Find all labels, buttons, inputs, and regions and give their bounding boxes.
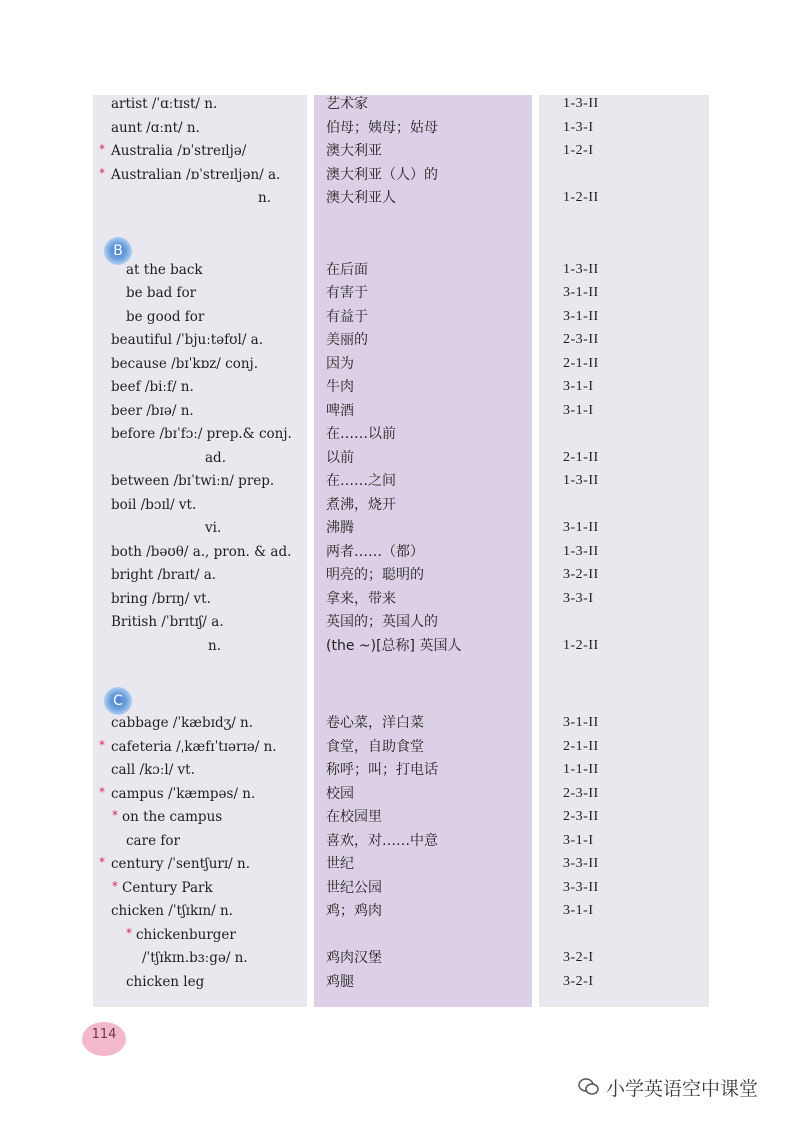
star-marker: *: [99, 855, 105, 869]
entry-meaning: 啤酒: [326, 402, 354, 419]
star-marker: *: [112, 878, 118, 893]
entry-reference: 3-3-II: [563, 856, 599, 871]
entry-word: beer /bɪə/ n.: [111, 402, 194, 419]
entry-reference: 1-2-II: [563, 190, 599, 205]
entry-meaning: 牛肉: [326, 379, 354, 396]
entry-meaning: 以前: [326, 449, 354, 466]
entry-word: on the campus: [122, 809, 223, 825]
entry-meaning: 澳大利亚（人）的: [326, 166, 438, 183]
entry-meaning: 鸡肉汉堡: [326, 950, 382, 966]
entry-word: ad.: [205, 449, 226, 466]
entry-meaning: 鸡腿: [326, 973, 354, 990]
star-marker: *: [99, 142, 105, 156]
entry-meaning: 喜欢，对……中意: [326, 832, 438, 849]
entry-word: before /bɪˈfɔː/ prep.& conj.: [111, 426, 292, 443]
entry-word: cafeteria /ˌkæfɪˈtɪərɪə/ n.: [111, 738, 277, 755]
entry-meaning: 伯母；姨母；姑母: [326, 119, 438, 136]
entry-meaning: 明亮的；聪明的: [326, 567, 424, 584]
entry-meaning: 因为: [326, 355, 354, 372]
entry-meaning: 卷心菜，洋白菜: [326, 715, 424, 731]
entry-meaning: 在后面: [326, 262, 368, 278]
section-letter-badge: C: [104, 687, 132, 715]
entry-reference: 3-1-II: [563, 520, 599, 536]
entry-reference: 2-1-II: [563, 355, 599, 371]
entry-word: chickenburger: [136, 926, 236, 943]
entry-reference: 2-1-II: [563, 449, 599, 465]
star-marker: *: [99, 737, 105, 752]
entry-meaning: 鸡；鸡肉: [326, 903, 382, 919]
entry-reference: 3-1-I: [563, 379, 594, 395]
watermark: [578, 1074, 758, 1102]
entry-reference: 3-2-II: [563, 567, 599, 583]
entry-meaning: 澳大利亚人: [326, 190, 396, 206]
entry-word: n.: [208, 637, 221, 654]
entry-meaning: 英国的；英国人的: [326, 614, 438, 631]
entry-meaning: 在校园里: [326, 809, 382, 825]
entry-reference: 1-3-II: [563, 262, 599, 277]
chat-bubbles-icon: [578, 1077, 600, 1102]
entry-word: Century Park: [122, 879, 213, 896]
entry-reference: 3-1-I: [563, 402, 594, 418]
entry-reference: 3-1-II: [563, 715, 599, 730]
star-marker: *: [126, 925, 132, 940]
entry-meaning: 煮沸，烧开: [326, 496, 396, 513]
entry-reference: 3-2-I: [563, 950, 594, 965]
entry-word: Australia /ɒˈstreɪljə/: [111, 143, 247, 159]
entry-word: call /kɔːl/ vt.: [111, 762, 195, 778]
entry-meaning: 称呼；叫；打电话: [326, 762, 438, 778]
entry-word: beautiful /ˈbjuːtəfʊl/ a.: [111, 332, 264, 349]
star-marker: *: [99, 165, 105, 180]
entry-word: chicken /ˈtʃɪkɪn/ n.: [111, 903, 233, 919]
entry-reference: 1-3-II: [563, 473, 599, 489]
entry-word: Australian /ɒˈstreɪljən/ a.: [111, 166, 281, 183]
page-number-badge: [82, 1022, 126, 1056]
entry-word: care for: [126, 832, 180, 849]
entry-word: vi.: [205, 520, 222, 537]
entry-meaning: 在……之间: [326, 473, 396, 490]
entry-reference: 3-1-I: [563, 832, 594, 848]
entry-word: be bad for: [126, 285, 197, 302]
entry-reference: 3-2-I: [563, 973, 594, 989]
entry-reference: 2-3-II: [563, 332, 599, 348]
entry-reference: 1-3-I: [563, 119, 594, 135]
entry-word: because /bɪˈkɒz/ conj.: [111, 355, 258, 372]
entry-meaning: 两者……（都）: [326, 543, 424, 560]
entry-reference: 3-1-II: [563, 285, 599, 301]
entry-meaning: 世纪: [326, 856, 354, 872]
entry-meaning: 有害于: [326, 285, 368, 302]
entry-reference: 2-3-II: [563, 809, 599, 824]
entry-reference: 2-1-II: [563, 738, 599, 754]
entry-word: bring /brɪŋ/ vt.: [111, 590, 211, 607]
entry-word: British /ˈbrɪtɪʃ/ a.: [111, 614, 224, 631]
entry-meaning: 在……以前: [326, 426, 396, 443]
star-marker: *: [112, 808, 118, 822]
entry-word: cabbage /ˈkæbɪdʒ/ n.: [111, 715, 254, 731]
entry-meaning: 沸腾: [326, 520, 354, 537]
entry-reference: 1-2-II: [563, 637, 599, 653]
entry-meaning: 有益于: [326, 308, 368, 325]
entry-reference: 3-1-I: [563, 903, 594, 918]
entry-reference: 3-3-I: [563, 590, 594, 606]
star-marker: *: [99, 784, 105, 799]
entry-meaning: 澳大利亚: [326, 143, 382, 159]
entry-word: both /bəʊθ/ a., pron. & ad.: [111, 543, 292, 560]
entry-meaning: 拿来，带来: [326, 590, 396, 607]
entry-reference: 1-3-II: [563, 543, 599, 559]
entry-reference: 3-3-II: [563, 879, 599, 895]
entry-meaning: 美丽的: [326, 332, 368, 349]
entry-meaning: (the ~)[总称] 英国人: [326, 637, 462, 654]
section-letter-badge: B: [104, 237, 132, 265]
entry-word: be good for: [126, 308, 205, 325]
entry-word: artist /ˈɑːtɪst/ n.: [111, 96, 218, 112]
entry-reference: 1-1-II: [563, 762, 599, 777]
entry-word: aunt /ɑːnt/ n.: [111, 119, 200, 136]
entry-word: beef /biːf/ n.: [111, 379, 194, 396]
page-number: 114: [91, 1027, 117, 1042]
entry-reference: 1-2-I: [563, 143, 594, 158]
entry-meaning: 食堂，自助食堂: [326, 738, 424, 755]
entry-word: /ˈtʃɪkɪn.bɜːgə/ n.: [142, 950, 248, 966]
entry-word: century /ˈsentʃurɪ/ n.: [111, 856, 250, 872]
entry-word: between /bɪˈtwiːn/ prep.: [111, 473, 275, 490]
entry-word: campus /ˈkæmpəs/ n.: [111, 785, 256, 802]
entry-word: n.: [258, 190, 271, 206]
entry-meaning: 艺术家: [326, 96, 368, 112]
entry-reference: 3-1-II: [563, 308, 599, 324]
entry-reference: 2-3-II: [563, 785, 599, 801]
entry-word: chicken leg: [126, 973, 205, 990]
entry-word: bright /braɪt/ a.: [111, 567, 217, 584]
entry-meaning: 世纪公园: [326, 879, 382, 896]
watermark-text: 小学英语空中课堂: [606, 1078, 759, 1100]
entry-meaning: 校园: [326, 785, 354, 802]
entry-word: at the back: [126, 262, 203, 278]
entry-reference: 1-3-II: [563, 96, 599, 111]
entry-word: boil /bɔɪl/ vt.: [111, 496, 197, 513]
